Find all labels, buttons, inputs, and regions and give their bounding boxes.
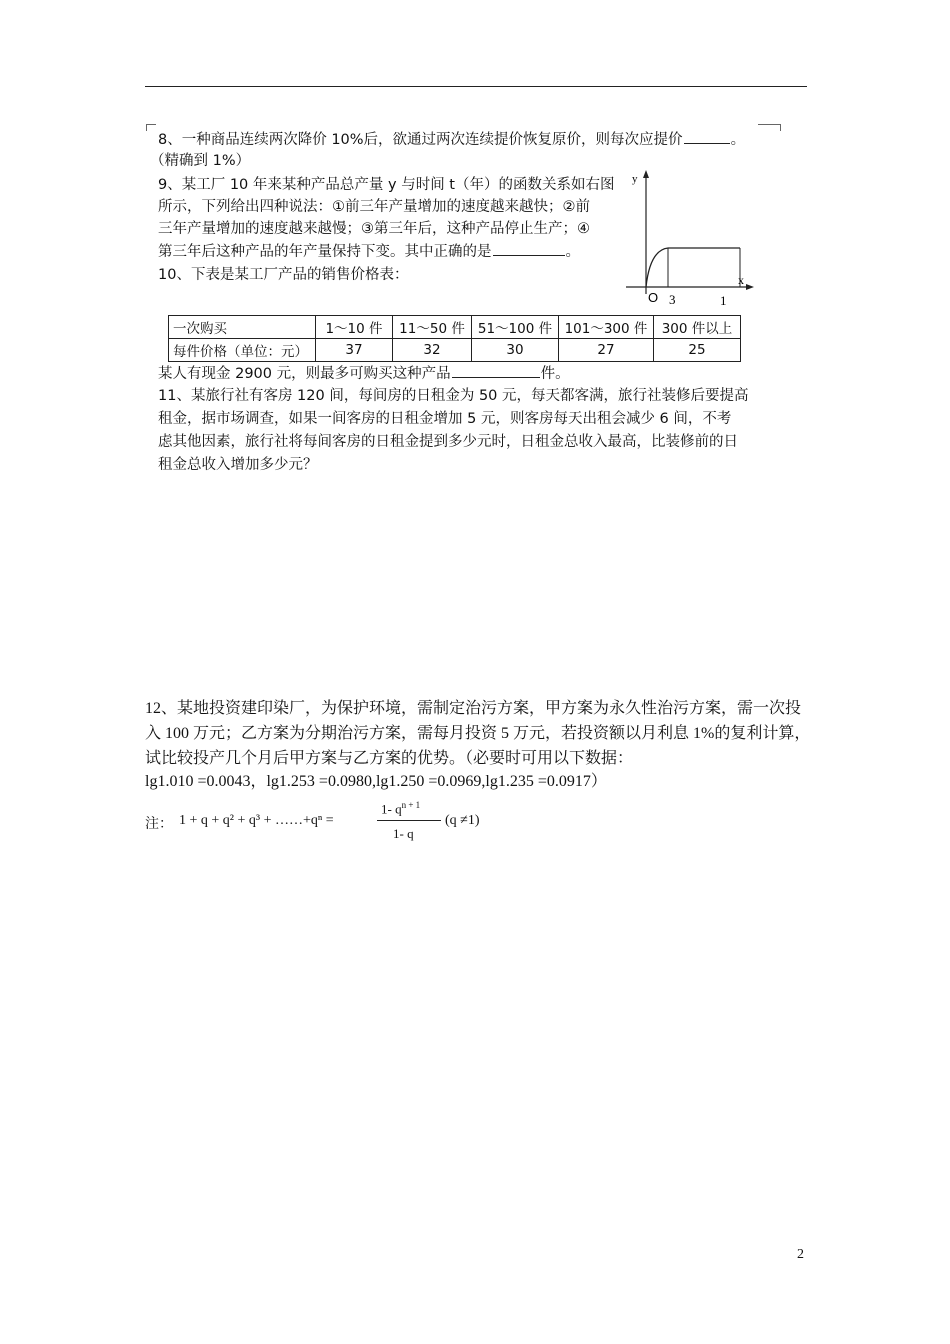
table-row (169, 339, 741, 362)
x-axis-label: x (738, 273, 744, 287)
x-axis-arrow (746, 284, 754, 290)
formula-condition: (q ≠1) (445, 813, 480, 828)
table-cell: 101～300 件 (559, 316, 654, 339)
table-cell: 51～100 件 (472, 316, 559, 339)
table-cell: 37 (316, 339, 393, 362)
x-tick-end: 1 (720, 293, 727, 308)
y-axis-label: y (632, 173, 638, 185)
origin-label: O (648, 290, 659, 305)
q11-line3: 虑其他因素，旅行社将每间客房的日租金提到多少元时，日租金总收入最高，比装修前的日 (158, 434, 738, 450)
formula-lhs: 1 + q + q² + q³ + ……+qⁿ = (179, 813, 334, 828)
formula-denominator: 1- q (393, 826, 414, 841)
growth-curve (646, 248, 668, 287)
table-cell: 25 (654, 339, 741, 362)
q12-line4: lg1.010 =0.0043，lg1.253 =0.0980,lg1.250 =0.0969,lg1.235 =0.0917） (145, 773, 607, 790)
fraction-bar (377, 820, 441, 821)
note-label: 注： (145, 817, 173, 832)
margin-corner-mark (146, 124, 156, 131)
table-cell: 27 (559, 339, 654, 362)
answer-blank (452, 363, 540, 378)
y-axis-arrow (643, 170, 649, 178)
q11-line1: 11、某旅行社有客房 120 间，每间房的日租金为 50 元，每天都客满，旅行社装修后要提高 (158, 388, 749, 404)
table-cell: 30 (472, 339, 559, 362)
page-number: 2 (797, 1247, 804, 1262)
table-cell: 1～10 件 (316, 316, 393, 339)
q12-line3: 试比较投产几个月后甲方案与乙方案的优势。（必要时可用以下数据： (145, 750, 634, 767)
table-cell: 32 (393, 339, 472, 362)
table-cell: 300 件以上 (654, 316, 741, 339)
answer-blank (493, 241, 565, 256)
q10-after-line: 某人有现金 2900 元，则最多可购买这种产品 件。 (158, 363, 570, 384)
q12-line2: 入 100 万元；乙方案为分期治污方案，需每月投资 5 万元，若投资额以月利息 1%的复利计算， (145, 725, 811, 742)
price-table (168, 315, 741, 362)
table-cell: 11～50 件 (393, 316, 472, 339)
table-row (169, 316, 741, 339)
production-graph (612, 168, 762, 310)
q9-line3: 三年产量增加的速度越来越慢；③第三年后，这种产品停止生产；④ (158, 221, 590, 237)
x-tick-3: 3 (669, 292, 676, 307)
table-cell: 一次购买 (169, 316, 316, 339)
q12-line1: 12、某地投资建印染厂，为保护环境，需制定治污方案，甲方案为永久性治污方案，需一次投 (145, 700, 802, 717)
answer-blank (684, 129, 730, 144)
q9-line4: 第三年后这种产品的年产量保持下变。其中正确的是 。 (158, 241, 580, 262)
q8-line2: （精确到 1%） (150, 153, 251, 169)
q11-line2: 租金，据市场调查，如果一间客房的日租金增加 5 元，则客房每天出租会减少 6 间，不考 (158, 411, 732, 427)
q9-line2: 所示，下列给出四种说法：①前三年产量增加的速度越来越快；②前 (158, 199, 590, 215)
table-cell: 每件价格（单位：元） (169, 339, 316, 362)
q10-line1: 10、下表是某工厂产品的销售价格表： (158, 267, 409, 283)
margin-corner-mark (758, 124, 781, 131)
q11-line4: 租金总收入增加多少元？ (158, 457, 318, 473)
q8-line1: 8、一种商品连续两次降价 10%后，欲通过两次连续提价恢复原价，则每次应提价 。 (158, 129, 745, 150)
formula-numerator: 1- $q^{n + 1}$ (381, 800, 421, 817)
header-rule (145, 86, 807, 87)
q9-line1: 9、某工厂 10 年来某种产品总产量 y 与时间 t（年）的函数关系如右图 (158, 177, 615, 193)
